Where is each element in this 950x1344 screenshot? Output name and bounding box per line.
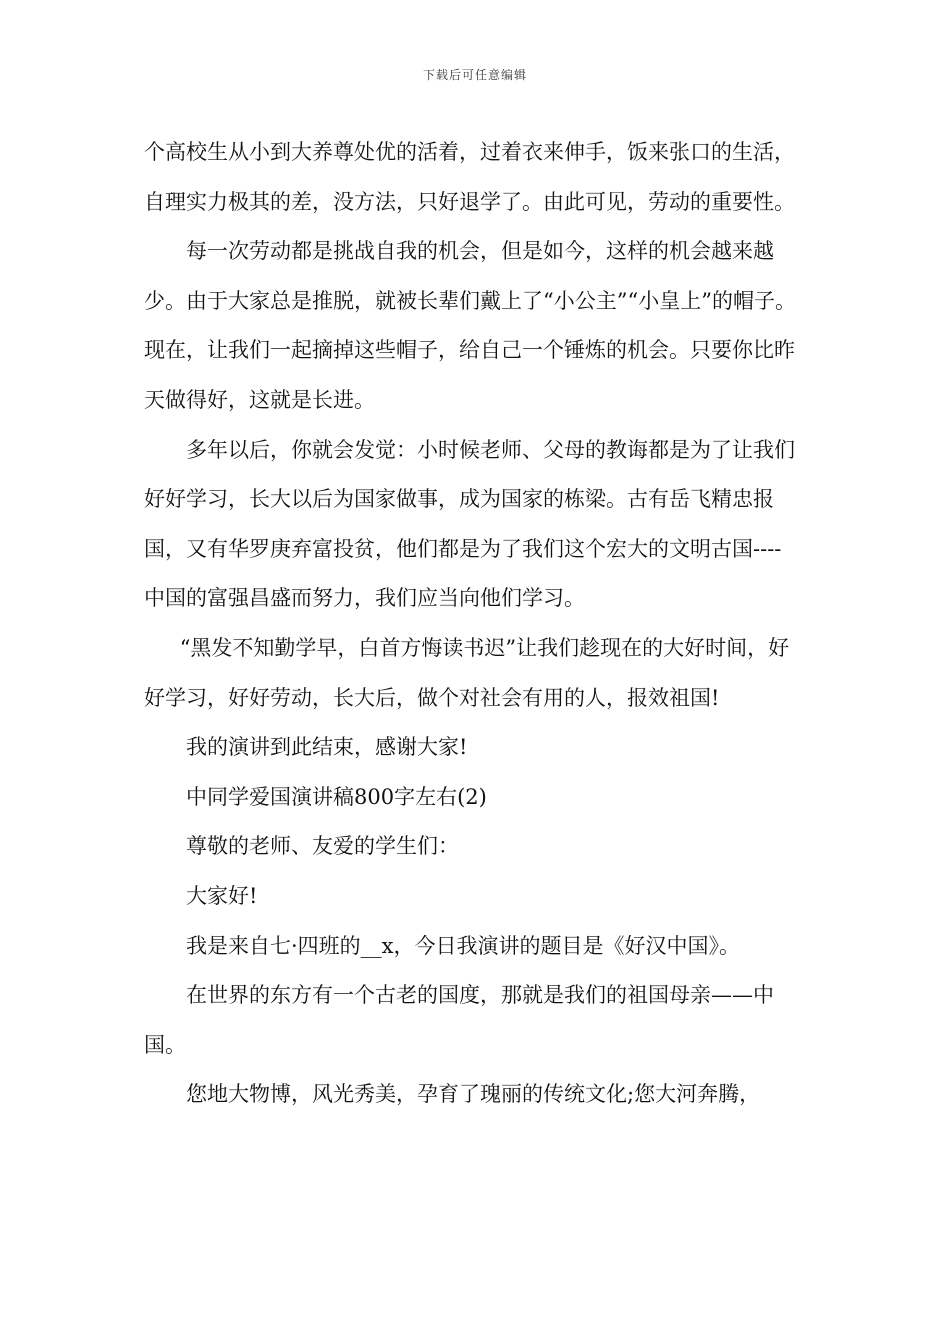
salutation: 尊敬的老师、友爱的学生们：: [186, 834, 459, 859]
paragraph: 我的演讲到此结束，感谢大家!: [186, 735, 468, 760]
paragraph: 多年以后，你就会发觉：小时候老师、父母的教诲都是为了让我们好好学习，长大以后为国家做事，成为国家的栋梁。古有岳飞精忠报国，又有华罗庚弃富投贫，他们都是为了我们这个宏大的文明古国----中国的富强昌盛而努力，我们应当向他们学习。: [144, 437, 795, 611]
speech-title: 中同学爱国演讲稿800字左右(2): [186, 784, 487, 809]
greeting: 大家好!: [186, 883, 258, 908]
paragraph: 每一次劳动都是挑战自我的机会，但是如今，这样的机会越来越少。由于大家总是推脱，就被长辈们戴上了“小公主”“小皇上”的帽子。现在，让我们一起摘掉这些帽子，给自己一个锤炼的机会。只要你比昨天做得好，这就是长进。: [144, 239, 796, 412]
document-body: [144, 128, 796, 1120]
paragraph: 我是来自七·四班的__x，今日我演讲的题目是《好汉中国》。: [186, 933, 741, 958]
paragraph: 在世界的东方有一个古老的国度，那就是我们的祖国母亲——中国。: [144, 983, 774, 1057]
paragraph: 您地大物博，风光秀美，孕育了瑰丽的传统文化;您大河奔腾，: [186, 1082, 761, 1107]
paragraph-continued: 个高校生从小到大养尊处优的活着，过着衣来伸手，饭来张口的生活，自理实力极其的差，没方法，只好退学了。由此可见，劳动的重要性。: [144, 140, 795, 214]
paragraph-quote: “黑发不知勤学早，白首方悔读书迟”让我们趁现在的大好时间，好好学习，好好劳动，长大后，做个对社会有用的人，报效祖国!: [144, 635, 790, 710]
page-header: 下载后可任意编辑: [422, 68, 527, 82]
